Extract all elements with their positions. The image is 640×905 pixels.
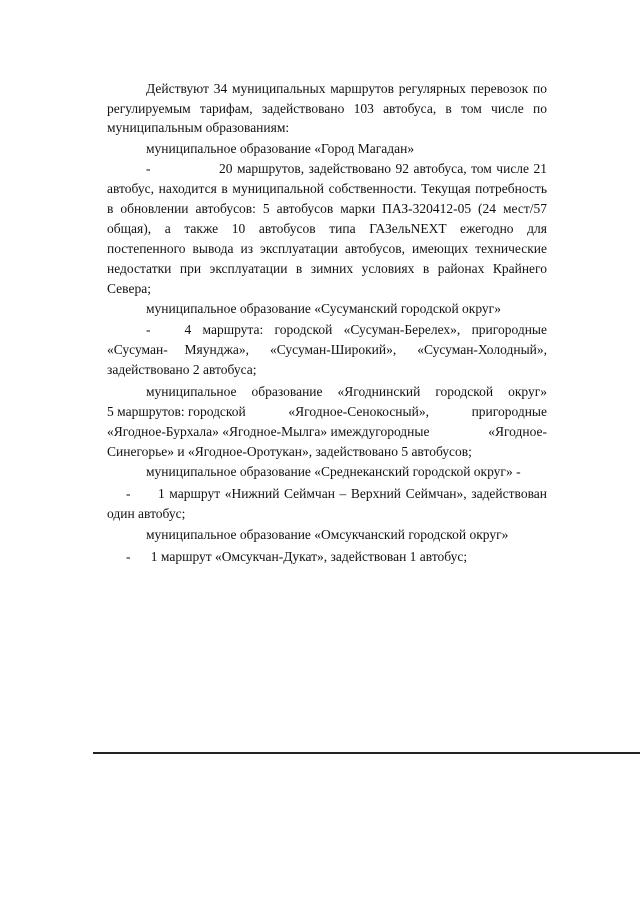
magadan-dash: - [146, 161, 151, 176]
footer-rule [93, 752, 640, 754]
intro-line-2: регулируемым тарифам, задействовано 103 автобуса, в том числе по [107, 101, 547, 116]
intro-line-1: Действуют 34 муниципальных маршрутов регулярных перевозок по [146, 81, 547, 96]
magadan-line-7: Севера; [107, 281, 151, 296]
susuman-line-2: «Сусуман- Мяунджа», «Сусуман-Широкий», «Сусуман-Холодный», [107, 342, 547, 357]
srednekan-heading: муниципальное образование «Среднеканский городской округ» - [146, 464, 521, 479]
yagodnoe-heading: муниципальное образование «Ягоднинский городской округ» [146, 384, 547, 399]
magadan-line-4: общая), а также 10 автобусов типа ГАЗельNEXT ежегодно для [107, 221, 547, 236]
yagodnoe-line-3: Синегорье» и «Ягодное-Оротукан», задействовано 5 автобусов; [107, 444, 472, 459]
yagodnoe-line-1a: 5 маршрутов: городской [107, 404, 246, 419]
omsukchan-heading: муниципальное образование «Омсукчанский городской округ» [146, 527, 509, 542]
srednekan-line-1: - 1 маршрут «Нижний Сеймчан – Верхний Сеймчан», задействован [126, 486, 547, 501]
magadan-line-5: постепенного вывода из эксплуатации автобусов, имеющих технические [107, 241, 547, 256]
srednekan-line-2: один автобус; [107, 506, 186, 521]
yagodnoe-line-1b: «Ягодное-Сенокосный», [288, 404, 429, 419]
susuman-line-1: - 4 маршрута: городской «Сусуман-Берелех», пригородные [146, 322, 547, 337]
magadan-line-1: 20 маршрутов, задействовано 92 автобуса, том числе 21 [219, 161, 547, 176]
magadan-line-2: автобус, находится в муниципальной собственности. Текущая потребность [107, 181, 547, 196]
yagodnoe-line-2a: «Ягодное-Бурхала» «Ягодное-Мылга» имеждугородные [107, 424, 430, 439]
yagodnoe-line-1 [107, 403, 547, 420]
yagodnoe-line-2 [107, 423, 547, 440]
magadan-heading: муниципальное образование «Город Магадан» [146, 141, 415, 156]
susuman-line-3: задействовано 2 автобуса; [107, 362, 257, 377]
yagodnoe-line-2b: «Ягодное- [488, 424, 547, 439]
magadan-line-3: в обновлении автобусов: 5 автобусов марки ПАЗ-320412-05 (24 мест/57 [107, 201, 547, 216]
yagodnoe-line-1c: пригородные [471, 404, 547, 419]
intro-line-3: муниципальным образованиям: [107, 120, 290, 135]
susuman-heading: муниципальное образование «Сусуманский городской округ» [146, 301, 501, 316]
magadan-line-6: недостатки при эксплуатации в зимних условиях в районах Крайнего [107, 261, 547, 276]
omsukchan-line-1: - 1 маршрут «Омсукчан-Дукат», задействован 1 автобус; [126, 549, 468, 564]
